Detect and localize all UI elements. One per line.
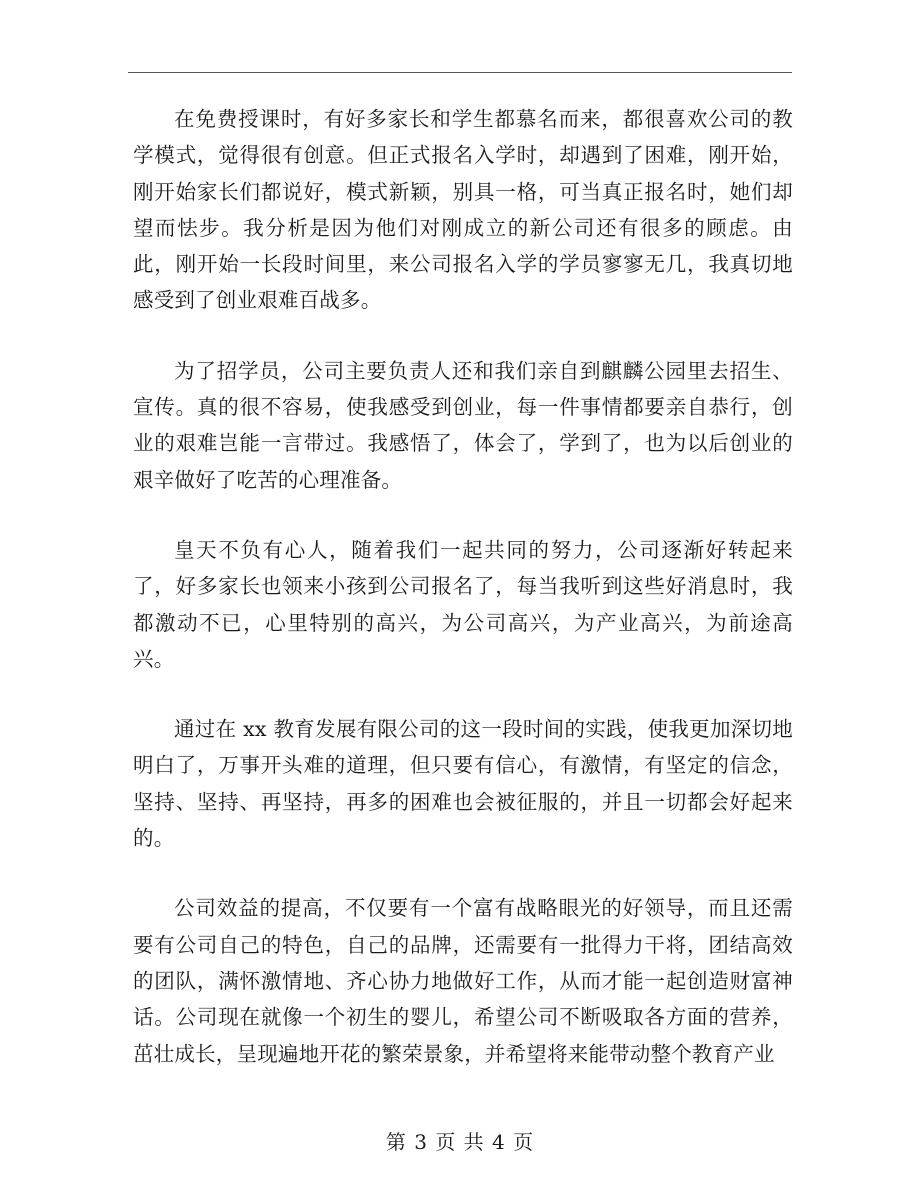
paragraph-4: 通过在 xx 教育发展有限公司的这一段时间的实践，使我更加深切地明白了，万事开头难的道理，但只要有信心，有激情，有坚定的信念，坚持、坚持、再坚持，再多的困难也会被征服的，并且一切都会好起来的。 [133,717,793,851]
document-body [133,101,793,1106]
header-rule [128,72,792,73]
page-number-footer: 第 3 页 共 4 页 [385,1130,535,1154]
paragraph-2: 为了招学员，公司主要负责人还和我们亲自到麒麟公园里去招生、宣传。真的很不容易，使我感受到创业，每一件事情都要亲自恭行，创业的艰难岂能一言带过。我感悟了，体会了，学到了，也为以后创业的艰辛做好了吃苦的心理准备。 [133,358,793,492]
paragraph-5: 公司效益的提高，不仅要有一个富有战略眼光的好领导，而且还需要有公司自己的特色，自己的品牌，还需要有一批得力干将，团结高效的团队，满怀激情地、齐心协力地做好工作，从而才能一起创造财富神话。公司现在就像一个初生的婴儿，希望公司不断吸取各方面的营养，茁壮成长，呈现遍地开花的繁荣景象，并希望将来能带动整个教育产业 [133,896,793,1066]
paragraph-3: 皇天不负有心人，随着我们一起共同的努力，公司逐渐好转起来了，好多家长也领来小孩到公司报名了，每当我听到这些好消息时，我都激动不已，心里特别的高兴，为公司高兴，为产业高兴，为前途高兴。 [133,537,793,671]
paragraph-1: 在免费授课时，有好多家长和学生都慕名而来，都很喜欢公司的教学模式，觉得很有创意。但正式报名入学时，却遇到了困难，刚开始，刚开始家长们都说好，模式新颖，别具一格，可当真正报名时，她们却望而怯步。我分析是因为他们对刚成立的新公司还有很多的顾虑。由此，刚开始一长段时间里，来公司报名入学的学员寥寥无几，我真切地感受到了创业艰难百战多。 [133,107,793,313]
